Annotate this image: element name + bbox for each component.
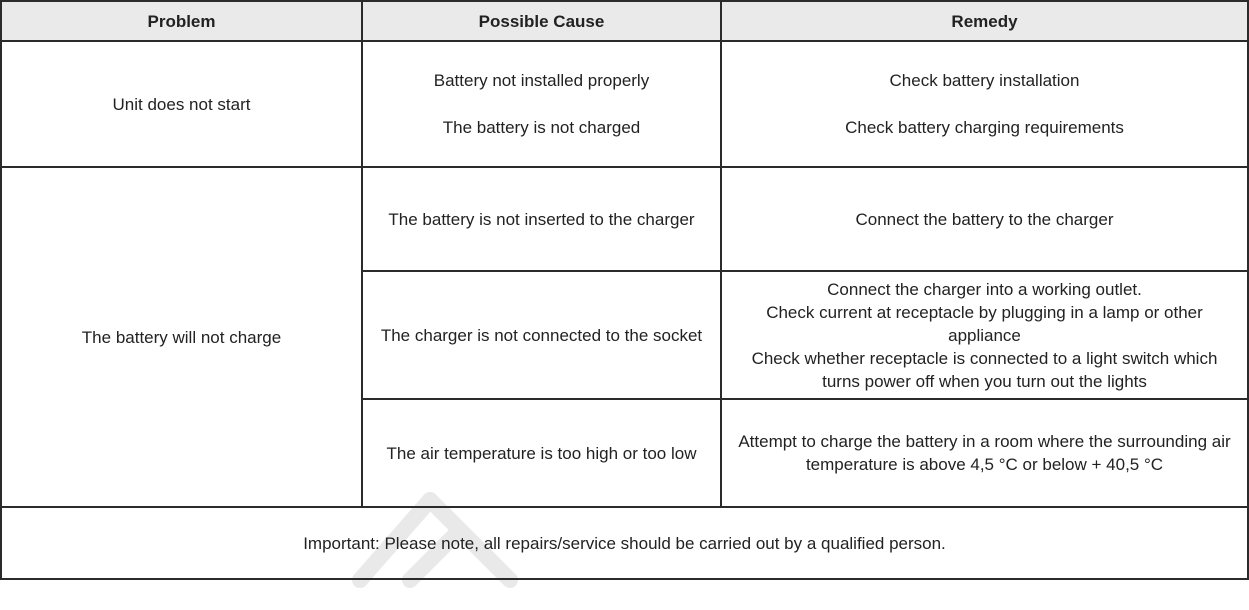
cause-cell: The charger is not connected to the socket [362, 271, 721, 399]
header-remedy: Remedy [721, 1, 1248, 41]
cause-cell: The battery is not inserted to the charger [362, 167, 721, 271]
remedy-line: Check battery charging requirements [845, 118, 1124, 137]
remedy-line: Connect the battery to the charger [855, 209, 1114, 229]
remedy-line: Connect the charger into a working outlet. [827, 279, 1142, 299]
note-row [1, 507, 1248, 579]
cause-cell [362, 41, 721, 167]
remedy-cell [721, 41, 1248, 167]
header-row [1, 1, 1248, 41]
cause-line: The battery is not charged [442, 118, 641, 137]
remedy-line: Check whether receptacle is connected to a light switch which turns power off when you turn out the lights [751, 348, 1218, 391]
cause-cell: The air temperature is too high or too low [362, 399, 721, 507]
remedy-cell [721, 399, 1248, 507]
table-row [1, 41, 1248, 167]
header-problem: Problem [1, 1, 362, 41]
problem-cell: Unit does not start [1, 41, 362, 167]
remedy-line: Check battery installation [889, 71, 1080, 90]
remedy-line: Attempt to charge the battery in a room where the surrounding air temperature is above 4,5 °C or below + 40,5 °C [738, 432, 1231, 474]
header-possible-cause: Possible Cause [362, 1, 721, 41]
remedy-line: Check current at receptacle by plugging in a lamp or other appliance [766, 302, 1203, 345]
important-note: Important: Please note, all repairs/service should be carried out by a qualified person. [1, 507, 1248, 579]
remedy-cell [721, 271, 1248, 399]
problem-cell: The battery will not charge [1, 167, 362, 507]
cause-line: Battery not installed properly [433, 71, 650, 90]
table-row [1, 167, 1248, 271]
remedy-cell [721, 167, 1248, 271]
